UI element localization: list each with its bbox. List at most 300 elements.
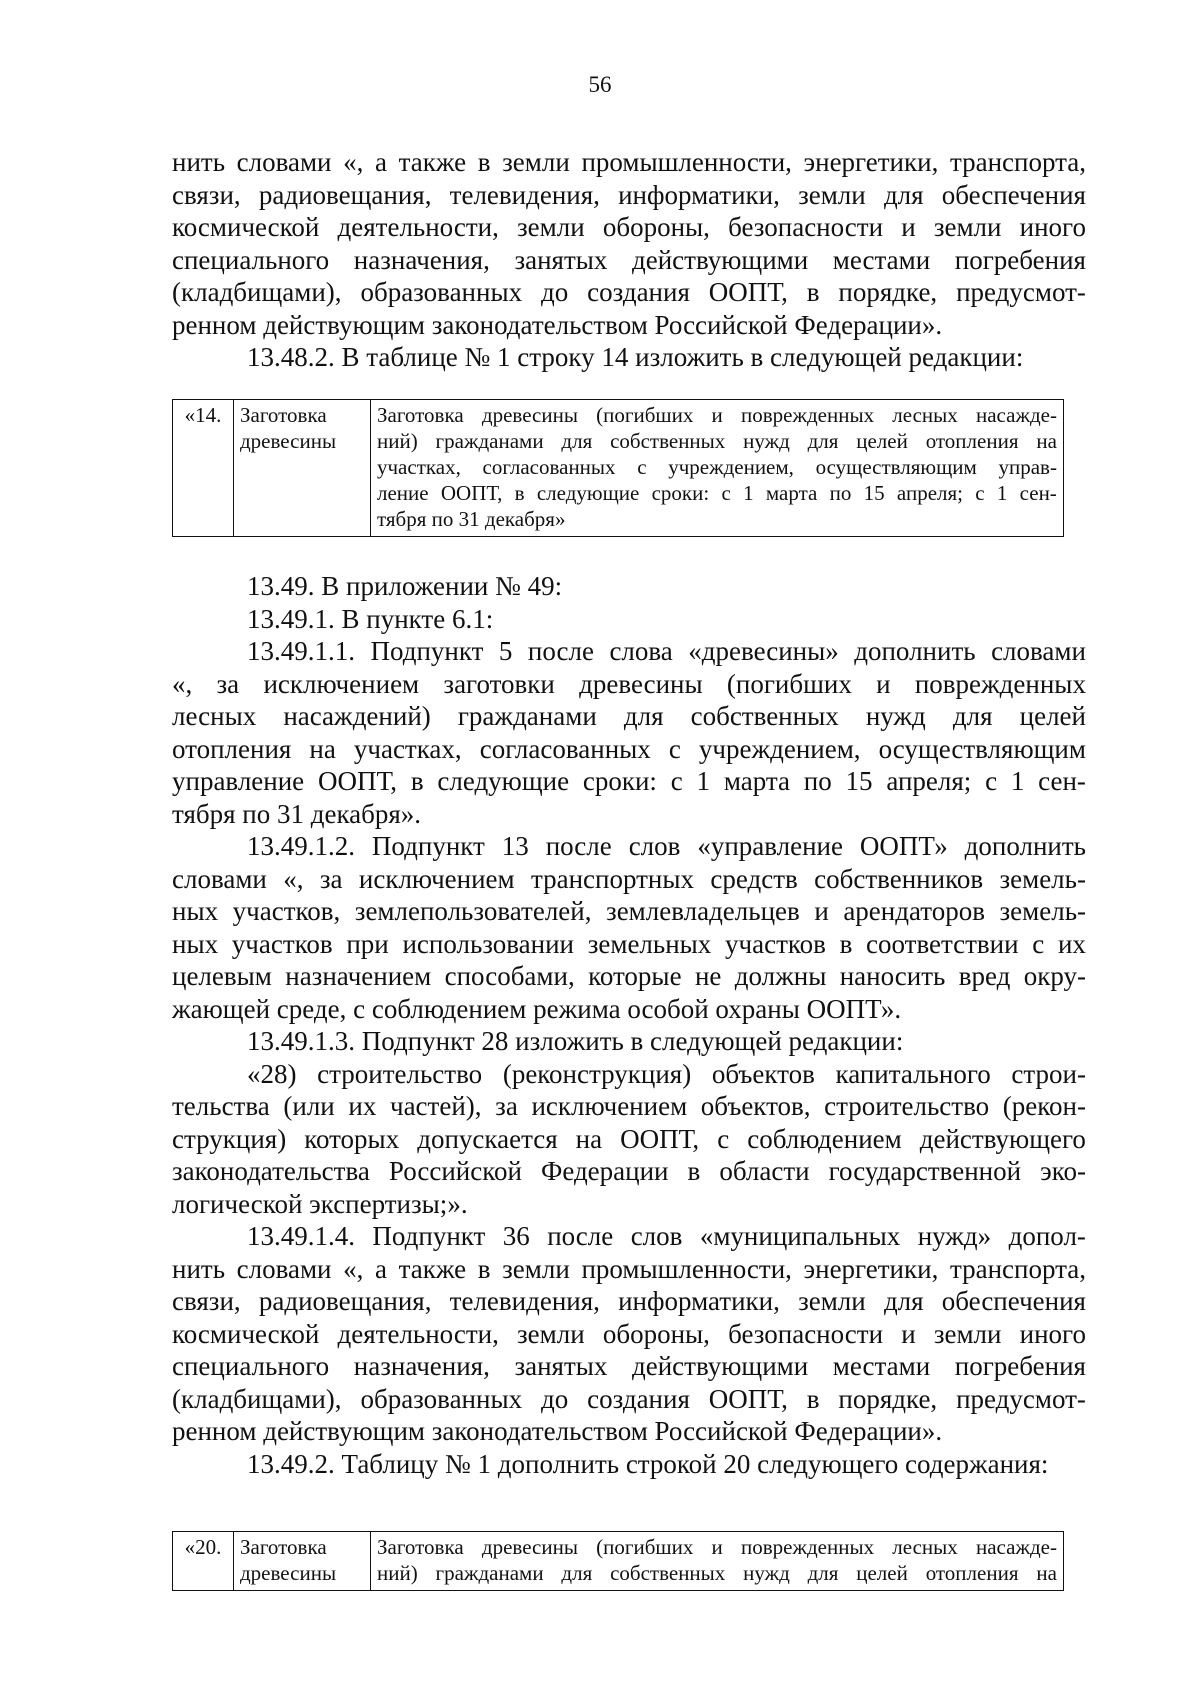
word: до: [541, 277, 569, 307]
word: для: [561, 429, 593, 453]
text-line: [172, 765, 1086, 798]
word: за: [495, 1091, 518, 1121]
word: исключением: [263, 668, 420, 699]
word: тельства: [172, 1091, 270, 1121]
word: ООПТ,: [317, 766, 398, 796]
word: ление: [377, 481, 429, 505]
word: по: [829, 481, 852, 505]
word: участков,: [232, 896, 341, 926]
word: на: [1036, 429, 1057, 453]
word: 1: [996, 481, 1008, 505]
word: погребения: [954, 244, 1086, 275]
word: действующими: [631, 1351, 809, 1381]
word: законодательства: [172, 1156, 370, 1186]
text-line: [172, 1090, 1086, 1123]
word: государственной: [828, 1156, 1022, 1186]
word: исключением: [531, 1091, 688, 1121]
word: наносить: [839, 961, 946, 991]
word: назначения,: [353, 244, 490, 275]
word: участках,: [377, 455, 461, 479]
word: после: [547, 1221, 614, 1251]
word: ний): [377, 1561, 418, 1585]
cell-line: древесины: [240, 429, 337, 453]
word: на: [575, 1123, 603, 1154]
word: следующие: [536, 481, 640, 505]
word: использовании: [402, 928, 574, 959]
cell-line: [377, 1560, 1057, 1586]
word: поврежденных: [741, 403, 875, 427]
text-block-2: [172, 570, 1086, 1480]
word: образованных: [360, 1383, 523, 1414]
word: ООПТ,: [708, 1383, 788, 1414]
word: ных: [172, 896, 219, 926]
text-line: [172, 1155, 1086, 1188]
word: а: [375, 1253, 387, 1284]
text-line: ренном действующим законодательством Российской Федерации».: [172, 1416, 943, 1446]
cell-line: [377, 480, 1057, 506]
row-number-cell: «14.: [173, 400, 234, 537]
text-line: [172, 244, 1086, 277]
text-line: [172, 863, 1086, 896]
word: их: [348, 1091, 377, 1121]
word: окру-: [1023, 961, 1086, 991]
word: в: [410, 766, 424, 796]
word: занятых: [514, 244, 608, 275]
word: 13.49.1.4.: [247, 1221, 355, 1251]
word: с: [637, 455, 647, 479]
word: Заготовка: [377, 1535, 464, 1559]
word: 36: [502, 1221, 530, 1251]
word: нужд: [743, 1561, 790, 1585]
word: собственных: [610, 1561, 726, 1585]
word: предусмот-: [956, 277, 1086, 307]
paragraph-13-49-2: 13.49.2. Таблицу № 1 дополнить строкой 20 следующего содержания:: [247, 1448, 1049, 1479]
word: иного: [1019, 212, 1086, 242]
cell-line: [377, 454, 1057, 480]
paragraph-subitem-28: [172, 1058, 1086, 1221]
word: арендаторов: [843, 896, 985, 926]
word: радиовещания,: [258, 179, 432, 210]
word: которые: [588, 961, 682, 991]
word: учреждением,: [668, 455, 794, 479]
word: словами: [172, 863, 267, 894]
word: информатики,: [618, 179, 780, 210]
word: древесины: [481, 403, 578, 427]
word: строительство: [317, 1058, 483, 1089]
word: словами: [991, 636, 1086, 666]
word: «,: [343, 1253, 364, 1284]
word: для: [807, 1561, 839, 1585]
word: ООПТ,: [620, 1123, 700, 1154]
word: словами: [236, 1253, 332, 1284]
word: для: [807, 429, 839, 453]
word: земель-: [999, 863, 1086, 894]
word: обороны,: [602, 1318, 710, 1349]
text-line: [172, 635, 1086, 668]
word: допускается: [417, 1123, 558, 1154]
word: и: [711, 403, 723, 427]
word: отопления: [925, 1561, 1019, 1585]
word: ООПТ»: [859, 831, 948, 861]
word: действующими: [631, 244, 809, 275]
word: с: [670, 766, 683, 796]
word: до: [541, 1383, 569, 1414]
word: земли: [798, 179, 866, 210]
word: земли: [517, 212, 585, 242]
paragraph-13-49-1-3: 13.49.1.3. Подпункт 28 изложить в следующей редакции:: [247, 1026, 904, 1056]
word: лесных: [172, 701, 257, 731]
word: с: [975, 481, 985, 505]
word: капитального: [835, 1058, 991, 1089]
word: 15: [845, 766, 873, 796]
word: вред: [958, 961, 1011, 991]
word: назначением: [285, 961, 432, 991]
word: «управление: [697, 831, 843, 861]
word: участков: [231, 928, 333, 959]
word: для: [561, 1561, 593, 1585]
word: образованных: [360, 277, 523, 307]
word: Подпункт: [370, 636, 484, 666]
word: местами: [832, 244, 931, 275]
word: Подпункт: [372, 1221, 486, 1251]
word: соблюдением: [747, 1123, 902, 1154]
paragraph-13-49-1-1: [172, 635, 1086, 830]
word: Подпункт: [371, 831, 485, 861]
text-line: логической экспертизы;».: [172, 1188, 468, 1219]
word: для: [883, 179, 924, 210]
word: для: [623, 701, 664, 731]
word: частей),: [389, 1091, 482, 1121]
word: (погибших: [596, 403, 694, 427]
word: нить: [172, 1253, 226, 1284]
word: строительство: [824, 1091, 990, 1121]
word: 1: [1010, 766, 1025, 796]
text-line: [172, 1350, 1086, 1383]
word: «,: [343, 147, 364, 177]
paragraph-13-48-1-tail: [172, 146, 1086, 341]
word: с: [717, 1123, 730, 1154]
word: марта: [765, 481, 818, 505]
word: 13.49.1.2.: [247, 831, 355, 861]
word: соответствии: [866, 928, 1019, 959]
word: 1: [696, 766, 711, 796]
word: ООПТ,: [708, 277, 788, 307]
paragraph-13-49: 13.49. В приложении № 49:: [247, 571, 563, 601]
word: дополнить: [854, 636, 976, 666]
word: объектов: [711, 1058, 815, 1089]
word: (кладбищами),: [172, 277, 342, 307]
word: (погибших: [596, 1535, 694, 1559]
word: создания: [587, 1383, 690, 1414]
text-line: [172, 1058, 1086, 1091]
word: нужд»: [917, 1221, 992, 1251]
word: после: [545, 831, 612, 861]
word: также: [398, 1253, 467, 1284]
word: марта: [723, 766, 790, 796]
word: обеспечения: [941, 1286, 1086, 1316]
word: эко-: [1040, 1156, 1086, 1186]
word: участков: [725, 928, 826, 959]
text-line: [172, 1123, 1086, 1156]
word: в: [806, 1383, 820, 1414]
word: способами,: [444, 961, 575, 991]
word: учреждением,: [698, 733, 861, 764]
word: участках,: [353, 733, 462, 764]
row-description-cell: [371, 1532, 1064, 1591]
word: 13: [501, 831, 529, 861]
text-line: тября по 31 декабря».: [172, 798, 422, 829]
word: «,: [172, 668, 193, 699]
word: с: [1032, 928, 1045, 959]
text-line: [172, 895, 1086, 928]
word: которых: [304, 1123, 400, 1154]
word: тября по 31 декабря»: [377, 507, 566, 531]
row-number-cell: «20.: [173, 1532, 234, 1591]
word: средств: [710, 863, 798, 894]
page-number: 56: [588, 72, 612, 97]
word: древесины: [481, 1535, 578, 1559]
word: согласованных: [482, 455, 616, 479]
word: связи,: [172, 1286, 241, 1316]
word: земельных: [587, 928, 712, 959]
word: области: [719, 1156, 810, 1186]
word: древесины: [579, 668, 703, 699]
word: с: [721, 481, 731, 505]
paragraph-13-49-1-4: [172, 1220, 1086, 1448]
row-name-cell: [234, 1532, 371, 1591]
text-line: [172, 1253, 1086, 1286]
word: в: [514, 481, 525, 505]
word: связи,: [172, 179, 241, 210]
word: транспорта,: [949, 1253, 1086, 1284]
word: апреля;: [886, 766, 972, 796]
word: собственных: [690, 701, 839, 731]
word: и: [876, 668, 891, 699]
word: гражданами: [435, 1561, 544, 1585]
text-line: [172, 1318, 1086, 1351]
word: следующие: [437, 766, 570, 796]
word: деятельности,: [337, 1318, 499, 1349]
word: заготовки: [443, 668, 555, 699]
word: поврежденных: [741, 1535, 875, 1559]
word: сен-: [1019, 481, 1057, 505]
word: насажде-: [975, 403, 1057, 427]
word: целевым: [172, 961, 272, 991]
word: 1: [743, 481, 754, 505]
word: ренном действующим законодательством Российской Федерации».: [172, 309, 943, 340]
word: «28): [247, 1058, 297, 1089]
word: слов: [628, 831, 681, 861]
word: апреля;: [896, 481, 963, 505]
word: дополнить: [964, 831, 1086, 861]
word: ний): [377, 429, 418, 453]
word: а: [375, 147, 387, 177]
text-line: жающей среде, с соблюдением режима особой охраны ООПТ».: [172, 993, 902, 1024]
word: промышленности,: [581, 1253, 792, 1284]
word: 13.49.1.1.: [247, 636, 355, 666]
word: радиовещания,: [258, 1286, 432, 1316]
word: действующего: [919, 1123, 1086, 1154]
word: занятых: [514, 1351, 608, 1381]
word: порядке,: [838, 277, 938, 307]
word: транспорта,: [949, 147, 1086, 177]
text-line: [172, 309, 1086, 342]
word: поврежденных: [914, 668, 1086, 699]
word: слов: [630, 1221, 683, 1251]
paragraph-13-49-1-2: [172, 830, 1086, 1025]
word: погребения: [954, 1351, 1086, 1381]
word: Российской: [388, 1156, 522, 1186]
word: на: [309, 733, 336, 764]
word: в: [806, 277, 820, 307]
word: целей: [856, 1561, 908, 1585]
word: строи-: [1011, 1058, 1086, 1089]
word: также: [398, 147, 467, 177]
word: лесных: [892, 1535, 958, 1559]
word: ООПТ,: [440, 481, 503, 505]
text-line: [172, 668, 1086, 701]
word: сроки:: [651, 481, 710, 505]
word: собственников: [814, 863, 984, 894]
word: промышленности,: [581, 147, 792, 177]
word: исключением: [358, 863, 515, 894]
word: специального: [172, 1351, 330, 1381]
text-line: [172, 276, 1086, 309]
word: управление: [172, 766, 305, 796]
word: на: [1036, 1561, 1057, 1585]
word: с: [668, 733, 681, 764]
word: 5: [498, 636, 513, 666]
word: назначения,: [353, 1351, 490, 1381]
word: земли: [933, 212, 1002, 242]
word: обороны,: [602, 212, 710, 242]
text-line: [172, 179, 1086, 212]
cell-line: Заготовка: [240, 1535, 327, 1559]
word: земли: [502, 1253, 570, 1284]
word: объектов,: [700, 1091, 811, 1121]
word: энергетики,: [803, 1253, 939, 1284]
word: гражданами: [435, 429, 544, 453]
word: и: [711, 1535, 723, 1559]
row-description-cell: [371, 400, 1064, 537]
cell-line: [377, 428, 1057, 454]
word: для: [952, 701, 993, 731]
word: ных: [172, 928, 219, 959]
word: слова: [609, 636, 673, 666]
word: не: [694, 961, 722, 991]
word: деятельности,: [337, 212, 499, 242]
word: телевидения,: [449, 1286, 600, 1316]
word: управ-: [998, 455, 1057, 479]
word: телевидения,: [449, 179, 600, 210]
word: лесных: [892, 403, 958, 427]
word: информатики,: [618, 1286, 780, 1316]
word: (кладбищами),: [172, 1383, 342, 1414]
word: в: [839, 928, 853, 959]
word: (или: [283, 1091, 335, 1121]
paragraph-13-48-2: 13.48.2. В таблице № 1 строку 14 изложить в следующей редакции:: [247, 342, 1024, 372]
word: Заготовка: [377, 403, 464, 427]
word: для: [883, 1286, 924, 1316]
word: безопасности: [728, 1318, 884, 1349]
word: нить: [172, 147, 226, 177]
text-line: [172, 830, 1086, 863]
word: земли: [502, 147, 570, 177]
word: насаждений): [283, 701, 431, 731]
text-line: [172, 700, 1086, 733]
text-line: [172, 1383, 1086, 1416]
word: создания: [587, 277, 690, 307]
word: струкция): [172, 1123, 287, 1154]
word: Федерации: [540, 1156, 669, 1186]
word: «,: [283, 863, 304, 894]
row-name-cell: [234, 400, 371, 537]
word: «муниципальных: [699, 1221, 901, 1251]
text-line: [172, 928, 1086, 961]
word: с: [985, 766, 998, 796]
text-block-1: [172, 146, 1086, 374]
word: «древесины»: [688, 636, 839, 666]
word: должны: [734, 961, 827, 991]
word: по: [803, 766, 832, 796]
cell-line: древесины: [240, 1561, 337, 1585]
word: (погибших: [726, 668, 852, 699]
word: обеспечения: [941, 179, 1086, 210]
word: и: [901, 1318, 916, 1349]
text-line: [172, 1285, 1086, 1318]
word: отопления: [925, 429, 1019, 453]
word: после: [527, 636, 594, 666]
word: земли: [798, 1286, 866, 1316]
word: и: [901, 212, 916, 242]
word: космической: [172, 1318, 320, 1349]
cell-line: [377, 1534, 1057, 1560]
word: при: [346, 928, 389, 959]
word: энергетики,: [803, 147, 939, 177]
word: порядке,: [838, 1383, 938, 1414]
word: целей: [856, 429, 908, 453]
word: иного: [1019, 1318, 1086, 1349]
word: допол-: [1008, 1221, 1086, 1251]
text-line: [172, 146, 1086, 179]
word: в: [687, 1156, 701, 1186]
word: 15: [863, 481, 885, 505]
word: землепользователей,: [354, 896, 592, 926]
cell-line: [377, 402, 1057, 428]
word: отопления: [172, 733, 292, 764]
word: предусмот-: [956, 1383, 1086, 1414]
word: согласованных: [479, 733, 651, 764]
word: в: [477, 147, 491, 177]
word: земель-: [999, 896, 1086, 926]
word: осуществляющим: [878, 733, 1086, 764]
text-line: [172, 960, 1086, 993]
word: собственных: [610, 429, 726, 453]
cell-line: [377, 506, 1057, 532]
word: их: [1057, 928, 1086, 959]
word: нужд: [865, 701, 926, 731]
word: словами: [236, 147, 332, 177]
text-line: [172, 1220, 1086, 1253]
table-row-20: [172, 1531, 1064, 1591]
cell-line: Заготовка: [240, 403, 327, 427]
word: земли: [517, 1318, 585, 1349]
word: гражданами: [457, 701, 597, 731]
text-line: [172, 733, 1086, 766]
word: космической: [172, 212, 320, 242]
word: земли: [933, 1318, 1002, 1349]
word: (рекон-: [1002, 1091, 1086, 1121]
